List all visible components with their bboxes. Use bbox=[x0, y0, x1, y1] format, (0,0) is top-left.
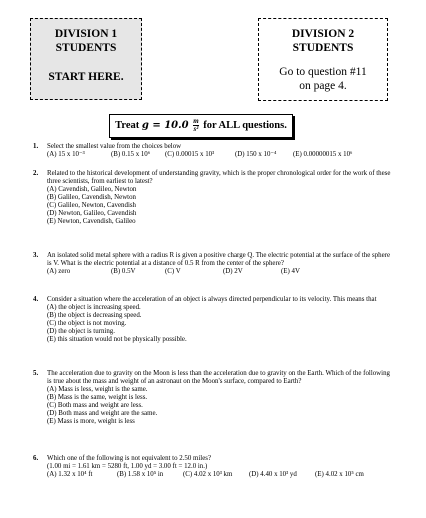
gravity-unit-numerator: m bbox=[193, 117, 199, 126]
question-2 bbox=[33, 170, 393, 226]
question-number: 1. bbox=[33, 143, 39, 150]
option-a[interactable]: (A) zero bbox=[47, 268, 71, 275]
option-e[interactable]: (E) Newton, Cavendish, Galileo bbox=[47, 218, 136, 225]
option-d[interactable]: (D) 4.40 x 10³ yd bbox=[249, 471, 297, 478]
option-a[interactable]: (A) 1.32 x 10⁴ ft bbox=[47, 471, 93, 478]
option-c[interactable]: (C) V bbox=[165, 268, 181, 275]
option-c[interactable]: (C) 4.02 x 10³ km bbox=[183, 471, 233, 478]
option-b[interactable]: (B) 1.58 x 10⁵ in bbox=[117, 471, 164, 478]
question-stem: Select the smallest value from the choices below bbox=[47, 143, 182, 150]
option-b[interactable]: (B) Galileo, Cavendish, Newton bbox=[47, 194, 136, 201]
option-a[interactable]: (A) Cavendish, Galileo, Newton bbox=[47, 186, 137, 193]
question-number: 2. bbox=[33, 170, 39, 177]
question-number: 3. bbox=[33, 252, 39, 259]
division-2-instruction: Go to question #11 bbox=[279, 66, 367, 78]
option-a[interactable]: (A) 15 x 10⁻³ bbox=[47, 151, 85, 158]
question-stem: Consider a situation where the acceleration of an object is always directed perpendicular to its velocity. This means that bbox=[47, 296, 377, 303]
options-row bbox=[47, 471, 393, 479]
question-stem: Related to the historical development of understanding gravity, which is the proper chronological order for the work of these three scientists, from earliest to latest? bbox=[47, 170, 391, 185]
division-2-title: DIVISION 2 bbox=[291, 28, 355, 40]
option-b[interactable]: (B) 0.5V bbox=[111, 268, 136, 275]
option-d[interactable]: (D) Newton, Galileo, Cavendish bbox=[47, 210, 137, 217]
gravity-unit bbox=[193, 118, 198, 133]
option-c[interactable]: (C) the object is not moving. bbox=[47, 320, 127, 327]
division-2-box bbox=[258, 18, 388, 101]
gravity-value: g = 10.0 bbox=[141, 120, 189, 131]
option-d[interactable]: (D) the object is turning. bbox=[47, 328, 115, 335]
question-number: 6. bbox=[33, 455, 39, 462]
division-2-page-ref: on page 4. bbox=[299, 80, 347, 92]
question-stem: Which one of the following is not equivalent to 2.50 miles? bbox=[47, 455, 212, 462]
option-a[interactable]: (A) Mass is less, weight is the same. bbox=[47, 386, 148, 393]
question-number: 5. bbox=[33, 370, 39, 377]
option-d[interactable]: (D) 2V bbox=[223, 268, 243, 275]
option-d[interactable]: (D) 150 x 10⁻⁴ bbox=[235, 151, 277, 158]
option-e[interactable]: (E) 4V bbox=[281, 268, 300, 275]
options-row bbox=[47, 268, 393, 276]
option-e[interactable]: (E) Mass is more, weight is less bbox=[47, 418, 135, 425]
option-c[interactable]: (C) 0.00015 x 10³ bbox=[165, 151, 215, 158]
question-3 bbox=[33, 252, 393, 276]
option-b[interactable]: (B) the object is decreasing speed. bbox=[47, 312, 142, 319]
gravity-prefix: Treat bbox=[115, 120, 140, 131]
division-1-subtitle: STUDENTS bbox=[55, 42, 117, 54]
option-a[interactable]: (A) the object is increasing speed. bbox=[47, 304, 141, 311]
option-c[interactable]: (C) Both mass and weight are less. bbox=[47, 402, 143, 409]
division-1-instruction: START HERE. bbox=[48, 71, 124, 83]
division-1-title: DIVISION 1 bbox=[54, 28, 118, 40]
question-6 bbox=[33, 455, 393, 479]
question-4 bbox=[33, 296, 393, 344]
gravity-unit-denominator: s² bbox=[193, 125, 199, 134]
question-stem: The acceleration due to gravity on the Moon is less than the acceleration due to gravity on the Earth. Which of the following is true about the mass and weight of an astronaut on the Moon's surface, compared to Earth? bbox=[47, 370, 390, 385]
gravity-constant-box bbox=[109, 114, 293, 138]
option-e[interactable]: (E) 0.00000015 x 10⁶ bbox=[293, 151, 353, 158]
option-b[interactable]: (B) Mass is the same, weight is less. bbox=[47, 394, 148, 401]
question-1 bbox=[33, 143, 393, 159]
question-number: 4. bbox=[33, 296, 39, 303]
question-stem: An isolated solid metal sphere with a radius R is given a positive charge Q. The electric potential at the surface of the sphere is V. What is the electric potential at a distance of 0.5 R from the center of the sphere? bbox=[47, 252, 391, 267]
option-e[interactable]: (E) this situation would not be physically possible. bbox=[47, 336, 187, 343]
question-conversion-note: (1.00 mi = 1.61 km = 5280 ft, 1.00 yd = 3.00 ft = 12.0 in.) bbox=[47, 463, 208, 470]
gravity-suffix: for ALL questions. bbox=[203, 120, 287, 131]
option-d[interactable]: (D) Both mass and weight are the same. bbox=[47, 410, 158, 417]
question-5 bbox=[33, 370, 393, 426]
division-2-subtitle: STUDENTS bbox=[292, 42, 354, 54]
division-1-box bbox=[30, 18, 142, 100]
option-e[interactable]: (E) 4.02 x 10⁵ cm bbox=[315, 471, 364, 478]
option-c[interactable]: (C) Galileo, Newton, Cavendish bbox=[47, 202, 136, 209]
option-b[interactable]: (B) 0.15 x 10⁶ bbox=[111, 151, 151, 158]
options-row bbox=[47, 151, 393, 159]
